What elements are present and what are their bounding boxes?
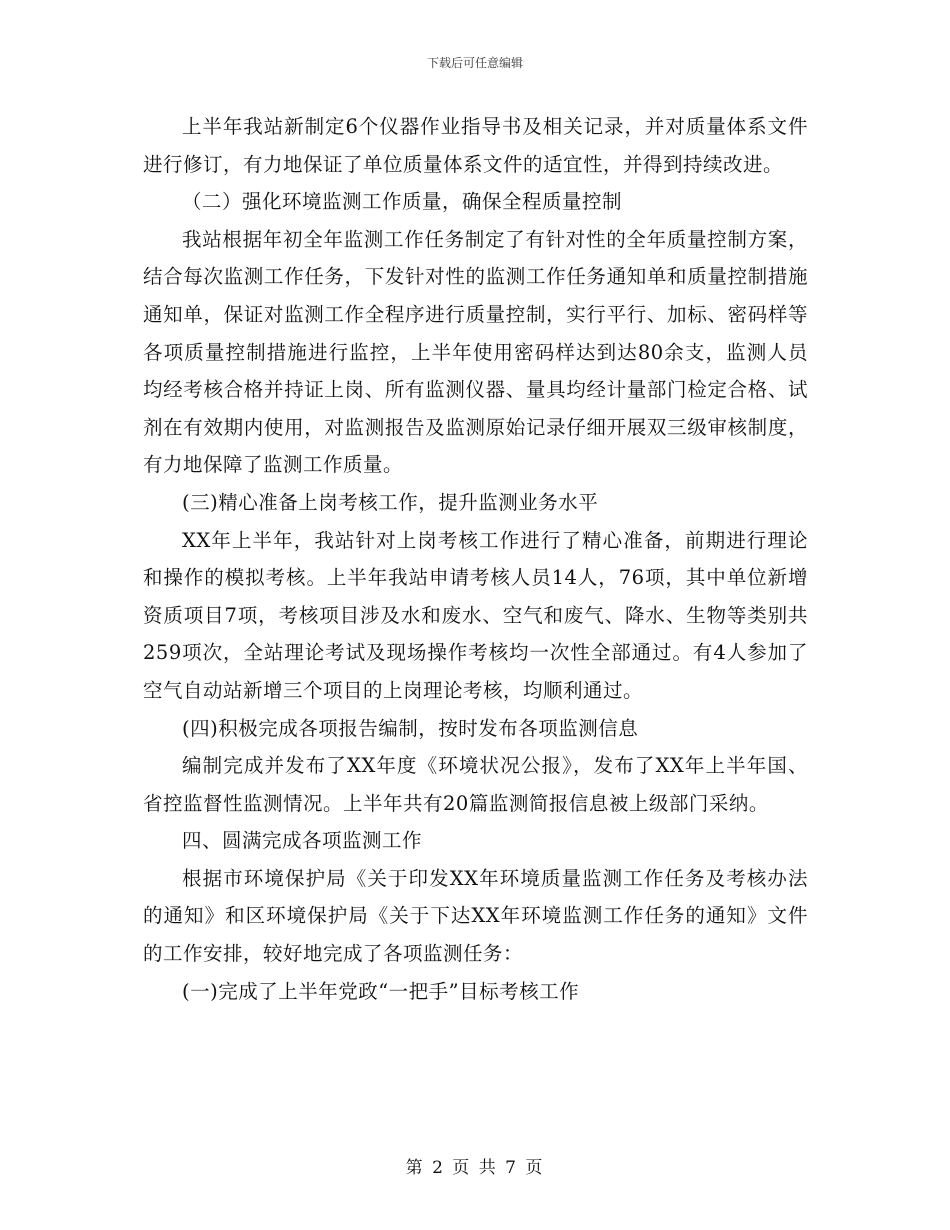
page-number-footer: 第 2 页 共 7 页 (405, 1158, 545, 1178)
document-body (143, 108, 808, 1010)
paragraph-quality-control: 我站根据年初全年监测工作任务制定了有针对性的全年质量控制方案，结合每次监测工作任务，下发针对性的监测工作任务通知单和质量控制措施通知单，保证对监测工作全程序进行质量控制，实行平行、加标、密码样等各项质量控制措施进行监控，上半年使用密码样达到达80余支，监测人员均经考核合格并持证上岗、所有监测仪器、量具均经计量部门检定合格、试剂在有效期内使用，对监测报告及监测原始记录仔细开展双三级审核制度，有力地保障了监测工作质量。 (143, 227, 808, 477)
paragraph-job-assessment: XX年上半年，我站针对上岗考核工作进行了精心准备，前期进行理论和操作的模拟考核。上半年我站申请考核人员14人，76项，其中单位新增资质项目7项，考核项目涉及水和废水、空气和废气、降水、生物等类别共259项次，全站理论考试及现场操作考核均一次性全部通过。有4人参加了空气自动站新增三个项目的上岗理论考核，均顺利通过。 (143, 528, 808, 702)
paragraph-quality-documents: 上半年我站新制定6个仪器作业指导书及相关记录，并对质量体系文件进行修订，有力地保证了单位质量体系文件的适宜性，并得到持续改进。 (143, 115, 808, 176)
section-heading-reports: (四)积极完成各项报告编制，按时发布各项监测信息 (182, 716, 639, 740)
document-header-note: 下载后可任意编辑 (426, 56, 523, 70)
paragraph-monitoring-work: 根据市环境保护局《关于印发XX年环境质量监测工作任务及考核办法的通知》和区环境保护局《关于下达XX年环境监测工作任务的通知》文件的工作安排，较好地完成了各项监测任务： (143, 866, 808, 966)
section-heading-job-assessment: (三)精心准备上岗考核工作，提升监测业务水平 (182, 490, 599, 514)
section-heading-target-assessment: (一)完成了上半年党政“一把手”目标考核工作 (182, 979, 580, 1003)
paragraph-reports: 编制完成并发布了XX年度《环境状况公报》，发布了XX年上半年国、省控监督性监测情况。上半年共有20篇监测简报信息被上级部门采纳。 (143, 754, 808, 815)
section-heading-monitoring-work: 四、圆满完成各项监测工作 (182, 829, 423, 853)
section-heading-quality-control: （二）强化环境监测工作质量，确保全程质量控制 (182, 190, 623, 214)
